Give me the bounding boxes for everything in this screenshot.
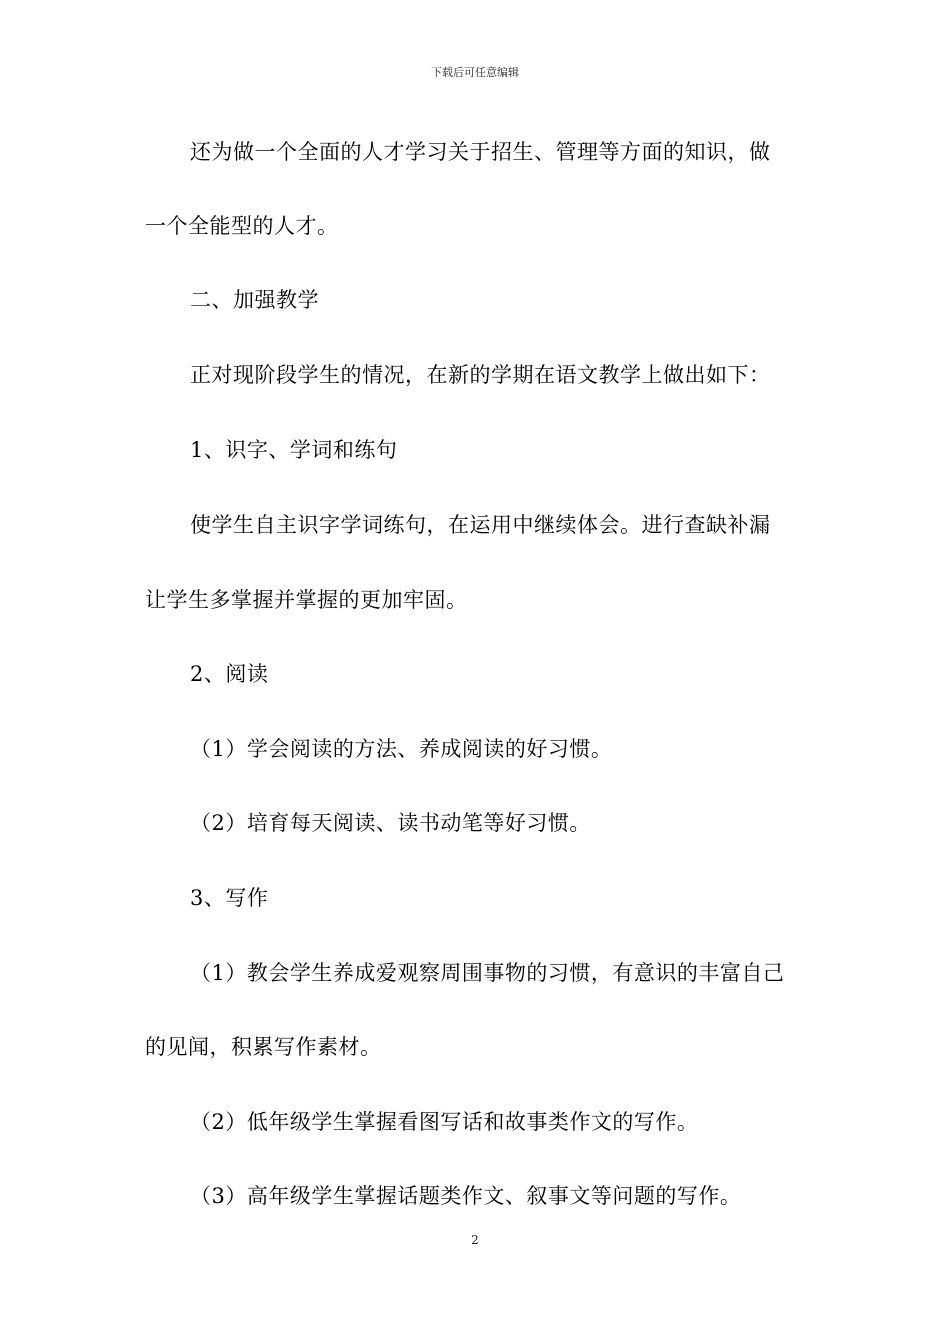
section-heading: 二、加强教学	[190, 288, 319, 312]
page-header: 下载后可任意编辑	[431, 66, 519, 79]
page-number: 2	[471, 1233, 479, 1247]
paragraph-line: 还为做一个全面的人才学习关于招生、管理等方面的知识，做	[190, 140, 771, 164]
subsection-heading: 2、阅读	[190, 662, 269, 686]
list-item: （3）高年级学生掌握话题类作文、叙事文等问题的写作。	[190, 1184, 742, 1208]
list-item: （1）学会阅读的方法、养成阅读的好习惯。	[190, 737, 613, 761]
paragraph-line: 使学生自主识字学词练句，在运用中继续体会。进行查缺补漏	[190, 513, 771, 537]
list-item: （2）低年级学生掌握看图写话和故事类作文的写作。	[190, 1110, 699, 1134]
subsection-heading: 1、识字、学词和练句	[190, 438, 398, 462]
paragraph-line: 的见闻，积累写作素材。	[145, 1035, 382, 1059]
list-item: （2）培育每天阅读、读书动笔等好习惯。	[190, 811, 591, 835]
paragraph-line: 让学生多掌握并掌握的更加牢固。	[145, 588, 468, 612]
list-item: （1）教会学生养成爱观察周围事物的习惯，有意识的丰富自己	[190, 961, 785, 985]
paragraph-line: 一个全能型的人才。	[145, 214, 339, 238]
paragraph-line: 正对现阶段学生的情况，在新的学期在语文教学上做出如下：	[190, 363, 771, 387]
subsection-heading: 3、写作	[190, 886, 269, 910]
